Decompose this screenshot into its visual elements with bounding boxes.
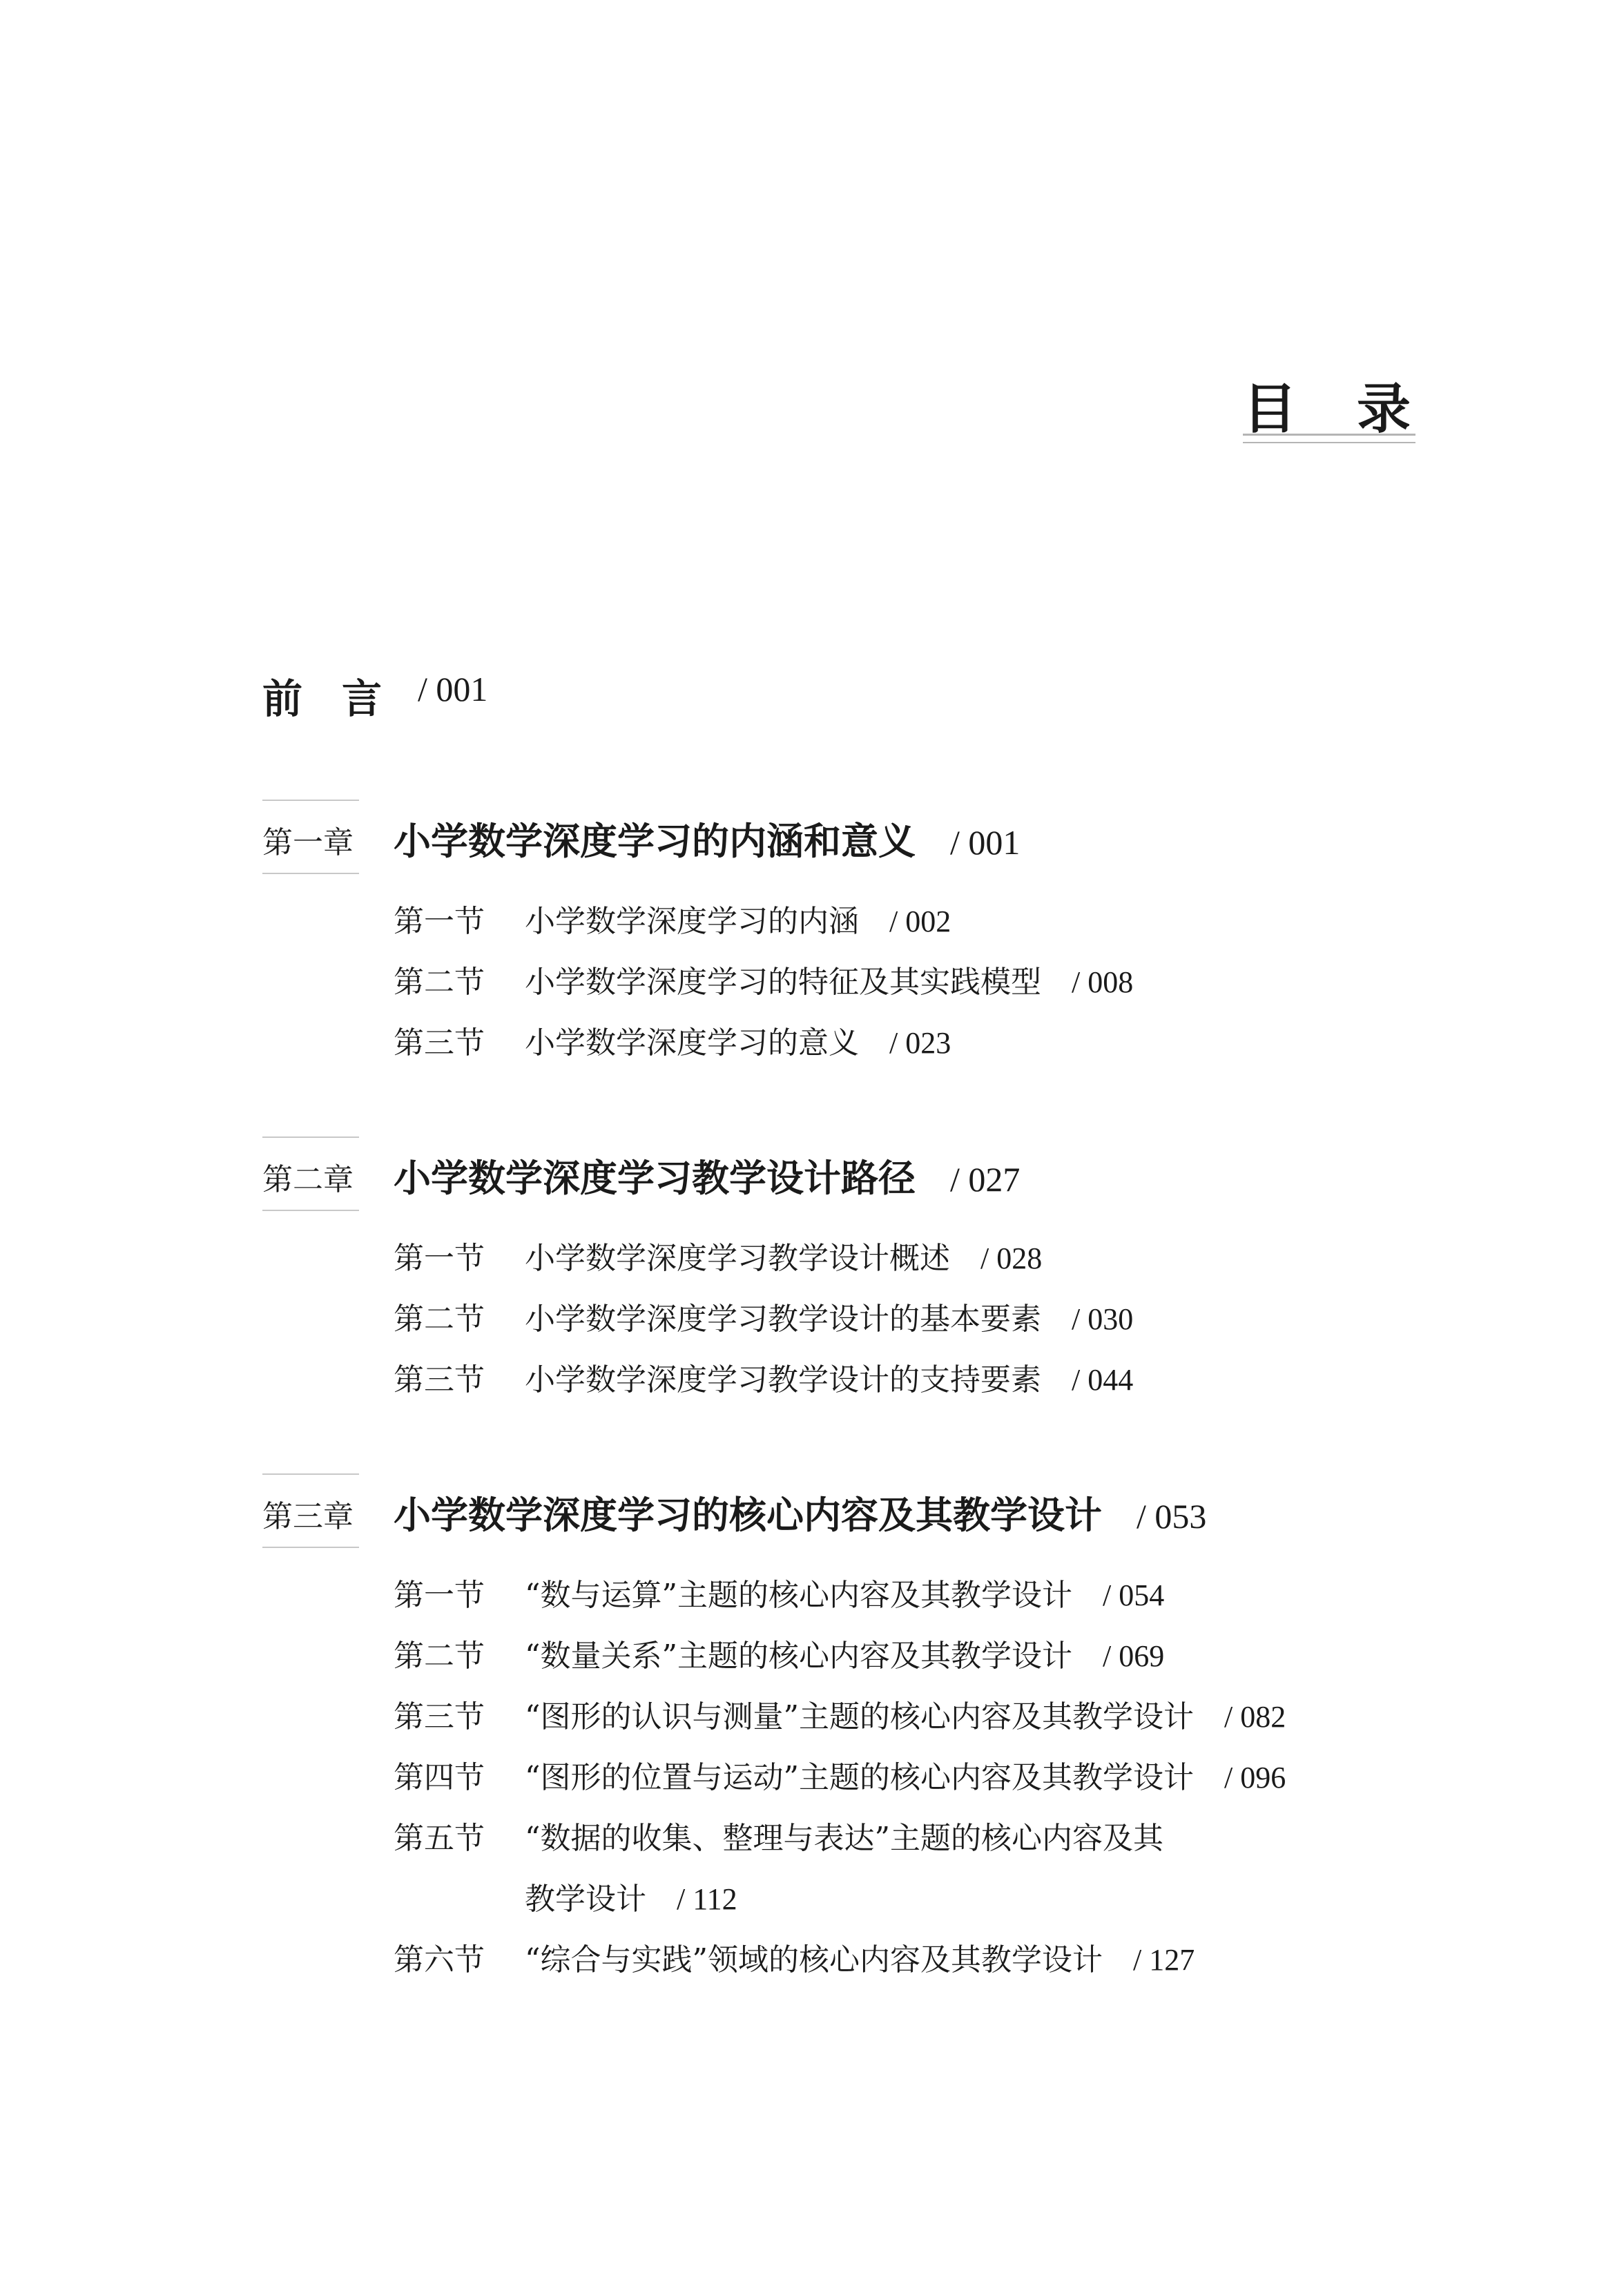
section-number: 第二节 [394, 1302, 485, 1337]
section-number: 第六节 [394, 1942, 485, 1977]
section-page-number: / 044 [1072, 1363, 1134, 1397]
title-underline [1243, 434, 1415, 436]
section-title: 小学数学深度学习教学设计的基本要素 [525, 1302, 1041, 1337]
section-page-number: / 096 [1224, 1761, 1286, 1795]
section-title-line [525, 896, 951, 940]
section-title-line [525, 1692, 1286, 1736]
preface-page-number: / 001 [418, 670, 488, 708]
chapter-title-line [394, 1486, 1206, 1539]
section-page-number: / 069 [1103, 1639, 1165, 1673]
toc-chapter-1[interactable] [262, 800, 1505, 876]
section-title: “数与运算”主题的核心内容及其教学设计 [525, 1578, 1072, 1613]
section-title: “图形的认识与测量”主题的核心内容及其教学设计 [525, 1699, 1194, 1734]
section-title-continuation-line [525, 1874, 737, 1918]
section-title-line [525, 1631, 1164, 1675]
preface-label [262, 666, 400, 724]
section-title: 小学数学深度学习教学设计的支持要素 [525, 1362, 1041, 1397]
section-title-line [525, 1355, 1133, 1399]
chapter-number: 第三章 [262, 1499, 354, 1534]
section-title-continuation: 教学设计 [525, 1882, 646, 1917]
section-number: 第五节 [394, 1821, 485, 1856]
section-number: 第四节 [394, 1760, 485, 1795]
section-page-number: / 030 [1072, 1302, 1134, 1336]
section-number: 第一节 [394, 1241, 485, 1276]
section-title-line [525, 1935, 1195, 1979]
section-page-number: / 008 [1072, 965, 1134, 999]
section-title-line [525, 1570, 1164, 1614]
section-title: “数量关系”主题的核心内容及其教学设计 [525, 1638, 1072, 1674]
section-number: 第三节 [394, 1025, 485, 1061]
chapter-page-number: / 053 [1137, 1497, 1207, 1536]
page-title-char-2: 录 [1357, 378, 1411, 441]
chapter-title: 小学数学深度学习教学设计路径 [394, 1156, 916, 1200]
page-title-char-1: 目 [1243, 378, 1297, 441]
section-title-line [525, 1752, 1286, 1797]
section-page-number: / 127 [1133, 1943, 1195, 1977]
section-number: 第三节 [394, 1699, 485, 1734]
section-page-number: / 002 [889, 905, 951, 938]
section-title: 小学数学深度学习教学设计概述 [525, 1241, 950, 1276]
section-page-number: / 112 [677, 1882, 737, 1916]
section-title: 小学数学深度学习的特征及其实践模型 [525, 965, 1041, 1000]
section-number: 第一节 [394, 904, 485, 939]
toc-chapter-3[interactable] [262, 1473, 1505, 1549]
section-page-number: / 028 [980, 1241, 1043, 1275]
section-number: 第二节 [394, 1638, 485, 1674]
section-number: 第三节 [394, 1362, 485, 1397]
toc-chapter-2[interactable] [262, 1136, 1505, 1212]
chapter-title: 小学数学深度学习的核心内容及其教学设计 [394, 1493, 1102, 1537]
title-underline-thin [1243, 442, 1415, 443]
page-title [1243, 366, 1415, 443]
section-page-number: / 023 [889, 1026, 951, 1060]
preface-char-2: 言 [342, 675, 383, 722]
section-title-line [525, 957, 1133, 1001]
section-title-line [525, 1233, 1042, 1277]
section-title: “数据的收集、整理与表达”主题的核心内容及其 [525, 1821, 1163, 1856]
section-title-line [525, 1294, 1133, 1338]
section-title: “综合与实践”领域的核心内容及其教学设计 [525, 1942, 1103, 1977]
section-title-line [525, 1018, 951, 1062]
chapter-page-number: / 027 [950, 1160, 1021, 1199]
chapter-number-box [262, 1473, 359, 1548]
preface-char-1: 前 [262, 675, 303, 722]
chapter-number: 第一章 [262, 825, 354, 860]
chapter-number: 第二章 [262, 1162, 354, 1197]
chapter-number-box [262, 800, 359, 874]
chapter-title-line [394, 1149, 1020, 1202]
section-title: 小学数学深度学习的内涵 [525, 904, 859, 939]
chapter-page-number: / 001 [950, 823, 1021, 862]
section-number: 第二节 [394, 965, 485, 1000]
section-title: 小学数学深度学习的意义 [525, 1025, 859, 1061]
section-title: “图形的位置与运动”主题的核心内容及其教学设计 [525, 1760, 1194, 1795]
chapter-number-box [262, 1136, 359, 1211]
section-number: 第一节 [394, 1578, 485, 1613]
section-page-number: / 082 [1224, 1700, 1286, 1734]
chapter-title-line [394, 812, 1020, 865]
chapter-title: 小学数学深度学习的内涵和意义 [394, 819, 916, 863]
section-page-number: / 054 [1103, 1578, 1165, 1612]
